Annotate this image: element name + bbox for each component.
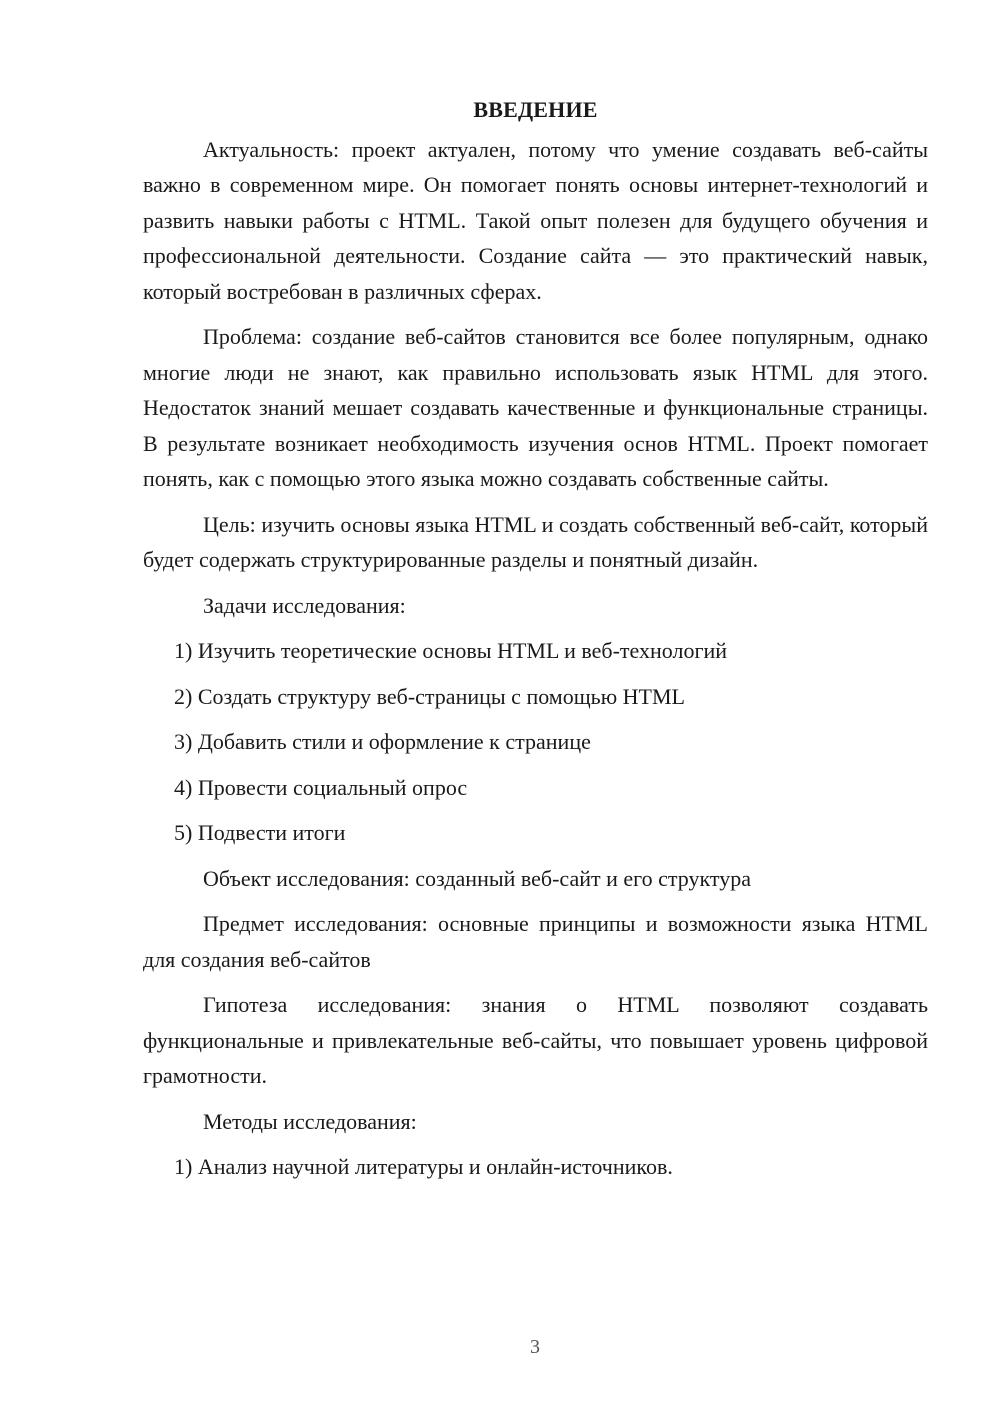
hypothesis-paragraph: Гипотеза исследования: знания о HTML позволяют создавать функциональные и привлекательные веб-сайты, что повышает уровень цифровой грамотности. <box>143 992 928 1088</box>
document-title: ВВЕДЕНИЕ <box>473 97 598 122</box>
goal-paragraph: Цель: изучить основы языка HTML и создать собственный веб-сайт, который будет содержать структурированные разделы и понятный дизайн. <box>143 511 928 572</box>
methods-heading: Методы исследования: <box>203 1108 417 1134</box>
problem-paragraph: Проблема: создание веб-сайтов становится все более популярным, однако многие люди не знают, как правильно использовать язык HTML для этого. Недостаток знаний мешает создавать качественные и функциональные страницы. В результате возникает необходимость изучения основ HTML. Проект помогает понять, как с помощью этого языка можно создавать собственные сайты. <box>143 324 928 491</box>
tasks-heading: Задачи исследования: <box>203 592 406 618</box>
task-item-2: 2) Создать структуру веб-страницы с помощью HTML <box>174 683 685 709</box>
task-item-3: 3) Добавить стили и оформление к странице <box>174 729 591 754</box>
document-page <box>143 92 928 1195</box>
relevance-paragraph: Актуальность: проект актуален, потому что умение создавать веб-сайты важно в современном мире. Он помогает понять основы интернет-технологий и развить навыки работы с HTML. Такой опыт полезен для будущего обучения и профессиональной деятельности. Создание сайта — это практический навык, который востребован в различных сферах. <box>143 136 928 304</box>
subject-paragraph: Предмет исследования: основные принципы и возможности языка HTML для создания веб-сайтов <box>143 911 928 972</box>
task-item-1: 1) Изучить теоретические основы HTML и веб-технологий <box>174 638 728 663</box>
task-item-4: 4) Провести социальный опрос <box>174 774 468 800</box>
task-item-5: 5) Подвести итоги <box>174 820 346 845</box>
object-line: Объект исследования: созданный веб-сайт и его структура <box>203 865 751 891</box>
method-item-1: 1) Анализ научной литературы и онлайн-источников. <box>174 1154 673 1179</box>
page-number: 3 <box>530 1336 540 1358</box>
